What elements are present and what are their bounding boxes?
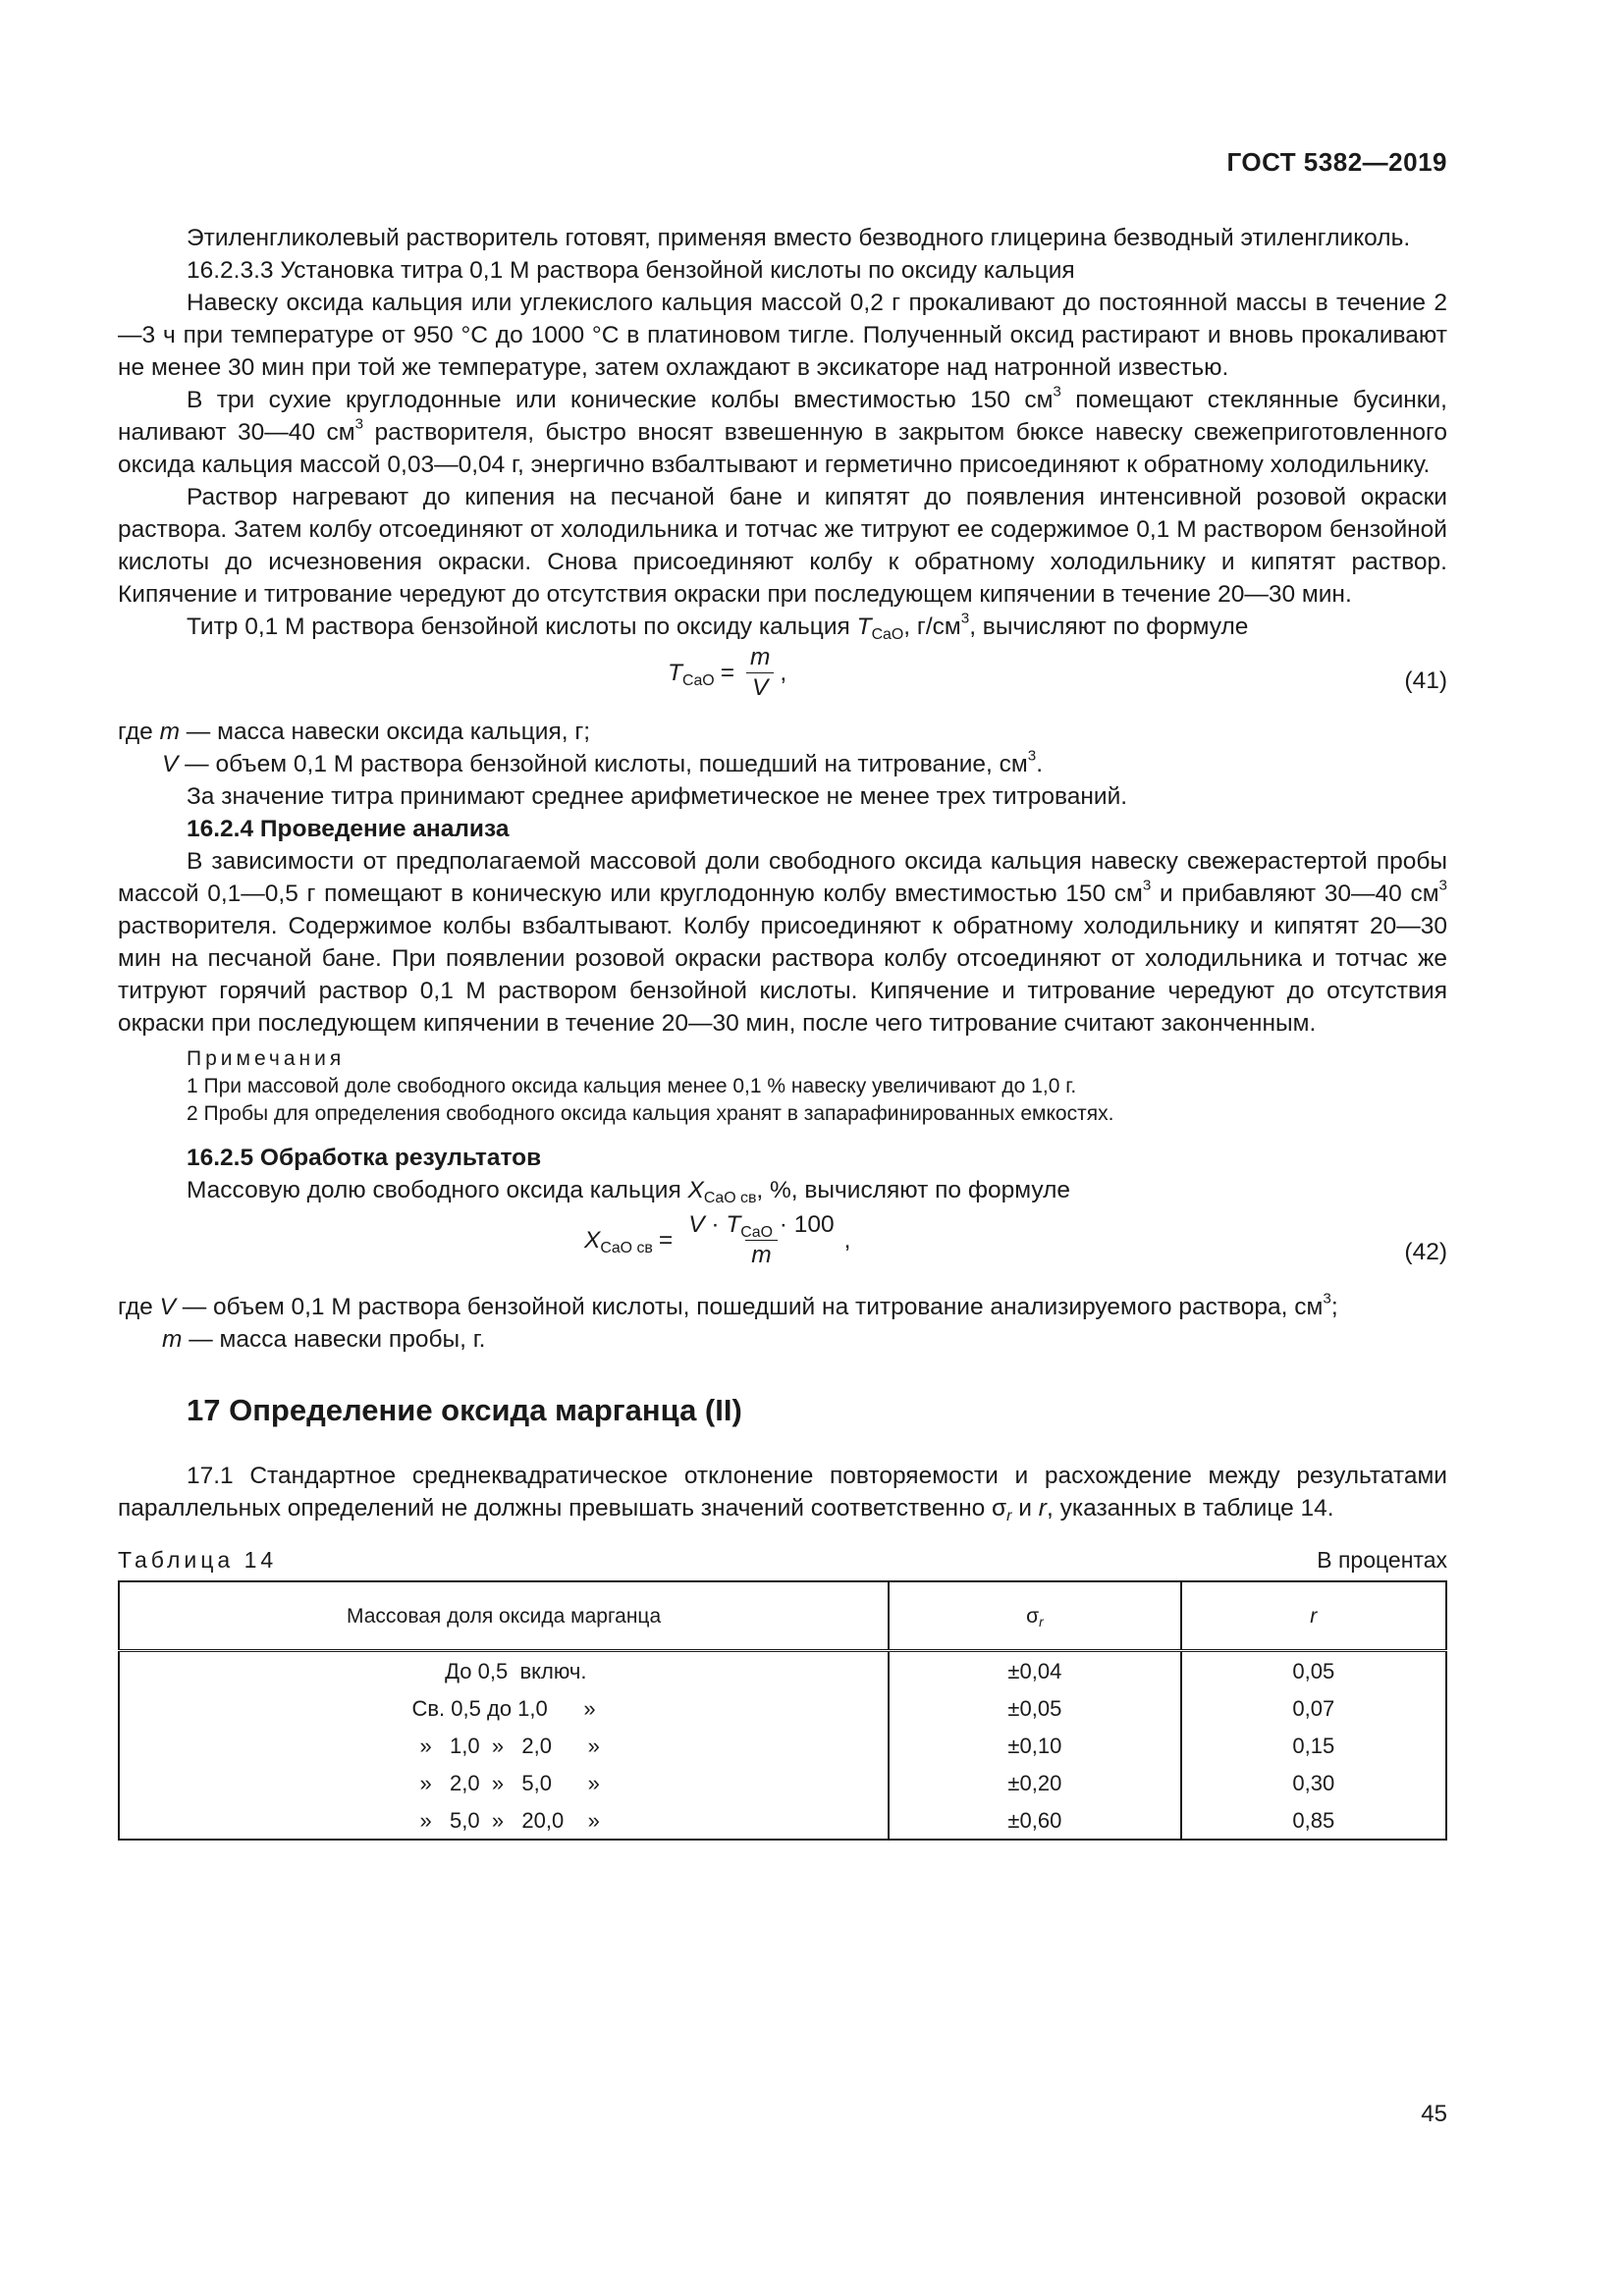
- paragraph: 17.1 Стандартное среднеквадратическое отклонение повторяемости и расхождение между результатами параллельных определений не должны превышать значений соответственно $\sigma_r$ и r, указанных в таблице 14.: [118, 1463, 1447, 1524]
- paragraph: Навеску оксида кальция или углекислого кальция массой 0,2 г прокаливают до постоянной массы в течение 2—3 ч при температуре от 950 °С до 1000 °С в платиновом тигле. Полученный оксид растирают и вновь прокаливают не менее 30 мин при той же температуре, затем охлаждают в эксикаторе над натронной известью.: [118, 290, 1447, 381]
- table-cell-sigma: ±0,04: [889, 1651, 1180, 1690]
- paragraph: За значение титра принимают среднее арифметическое не менее трех титрований.: [187, 783, 1128, 810]
- equation-number: (42): [1404, 1239, 1447, 1265]
- where-clause: где V — объем 0,1 М раствора бензойной кислоты, пошедший на титрование анализируемого раствора, $см^3$;: [118, 1290, 1338, 1320]
- table-row: [119, 1651, 1446, 1690]
- notes-title: Примечания: [187, 1047, 346, 1070]
- notes-block: [187, 1045, 1447, 1128]
- table-unit: В процентах: [1317, 1547, 1447, 1573]
- subsection-heading: 16.2.3.3 Установка титра 0,1 М раствора бензойной кислоты по оксиду кальция: [187, 257, 1075, 284]
- table-cell-r: 0,15: [1181, 1727, 1446, 1764]
- table-caption-row: [118, 1544, 1447, 1576]
- page-number: 45: [1421, 2101, 1447, 2127]
- equation-number: (41): [1404, 667, 1447, 694]
- paragraph: Массовую долю свободного оксида кальция $X_{CaO св}$, %, вычисляют по формуле: [187, 1177, 1071, 1206]
- table-cell-sigma: ±0,60: [889, 1801, 1180, 1840]
- formula-42: $X_{CaO св}$ = $\frac{V \cdot T_{CaO} \cdot 100}{m}$ , (42): [584, 1211, 1447, 1268]
- table-cell-sigma: ±0,05: [889, 1689, 1180, 1727]
- paragraph: В зависимости от предполагаемой массовой доли свободного оксида кальция навеску свежерастертой пробы массой 0,1—0,5 г помещают в коническую или круглодонную колбу вместимостью 150 $см^3$ и прибавляют 30—40 $см^3$ растворителя. Содержимое колбы взбалтывают. Колбу присоединяют к обратному холодильнику и кипятят 20—30 мин на песчаной бане. При появлении розовой окраски раствора колбу отсоединяют от холодильника и тотчас же титруют горячий раствор 0,1 М раствором бензойной кислоты. Кипячение и титрование чередуют до отсутствия окраски при последующем кипячении в течение 20—30 мин, после чего титрование считают законченным.: [118, 848, 1447, 1037]
- table-cell-range: » 2,0 » 5,0 »: [119, 1764, 889, 1801]
- column-header: $\sigma_r$: [889, 1581, 1180, 1651]
- fraction: $\frac{V \cdot T_{CaO} \cdot 100}{m}$: [688, 1211, 835, 1268]
- note-item: 1 При массовой доле свободного оксида кальция менее 0,1 % навеску увеличивают до 1,0 г.: [187, 1075, 1077, 1097]
- subsection-heading: 16.2.5 Обработка результатов: [187, 1145, 542, 1171]
- table-cell-sigma: ±0,10: [889, 1727, 1180, 1764]
- document-code-header: ГОСТ 5382—2019: [1226, 147, 1447, 177]
- table-cell-r: 0,07: [1181, 1689, 1446, 1727]
- section-title: 17 Определение оксида марганца (II): [187, 1393, 742, 1427]
- subsection-heading: 16.2.4 Проведение анализа: [187, 816, 510, 842]
- paragraph: Раствор нагревают до кипения на песчаной бане и кипятят до появления интенсивной розовой окраски раствора. Затем колбу отсоединяют от холодильника и тотчас же титруют ее содержимое 0,1 М раствором бензойной кислоты до исчезновения окраски. Снова присоединяют колбу к обратному холодильнику и кипятят раствор. Кипячение и титрование чередуют до отсутствия окраски при последующем кипячении в течение 20—30 мин.: [118, 484, 1447, 608]
- table-cell-sigma: ±0,20: [889, 1764, 1180, 1801]
- paragraph: В три сухие круглодонные или конические колбы вместимостью 150 $см^3$ помещают стеклянные бусинки, наливают 30—40 $см^3$ растворителя, быстро вносят взвешенную в закрытом бюксе навеску свежеприготовленного оксида кальция массой 0,03—0,04 г, энергично взбалтывают и герметично присоединяют к обратному холодильнику.: [118, 383, 1448, 478]
- where-clause: где m — масса навески оксида кальция, г;: [118, 719, 591, 745]
- table-row: [119, 1764, 1446, 1801]
- table-cell-r: 0,05: [1181, 1651, 1446, 1690]
- table-cell-r: 0,30: [1181, 1764, 1446, 1801]
- table-cell-r: 0,85: [1181, 1801, 1446, 1840]
- paragraph: Титр 0,1 М раствора бензойной кислоты по оксиду кальция $T_{CaO}$, $г/см^3$, вычисляют по формуле: [187, 610, 1249, 643]
- table-cell-range: Св. 0,5 до 1,0 »: [119, 1689, 889, 1727]
- table-row: [119, 1727, 1446, 1764]
- fraction: $\frac{m}{V}$: [744, 643, 776, 703]
- table-cell-range: » 1,0 » 2,0 »: [119, 1727, 889, 1764]
- formula-41: $T_{CaO}$ = $\frac{m}{V}$ , (41): [668, 644, 1447, 701]
- column-header: r: [1181, 1581, 1446, 1651]
- table-caption: Таблица 14: [118, 1547, 278, 1573]
- document-body: [118, 222, 1447, 1841]
- table-cell-range: До 0,5 включ.: [119, 1651, 889, 1690]
- table-row: [119, 1689, 1446, 1727]
- where-clause: m — масса навески пробы, г.: [162, 1326, 486, 1353]
- note-item: 2 Пробы для определения свободного оксида кальция хранят в запарафинированных емкостях.: [187, 1102, 1114, 1125]
- table-cell-range: » 5,0 » 20,0 »: [119, 1801, 889, 1840]
- column-header: Массовая доля оксида марганца: [119, 1581, 889, 1651]
- data-table: [118, 1580, 1447, 1841]
- where-clause: V — объем 0,1 М раствора бензойной кислоты, пошедший на титрование, $см^3$.: [162, 747, 1043, 777]
- table-row: [119, 1801, 1446, 1840]
- paragraph: Этиленгликолевый растворитель готовят, применяя вместо безводного глицерина безводный этиленгликоль.: [187, 225, 1411, 251]
